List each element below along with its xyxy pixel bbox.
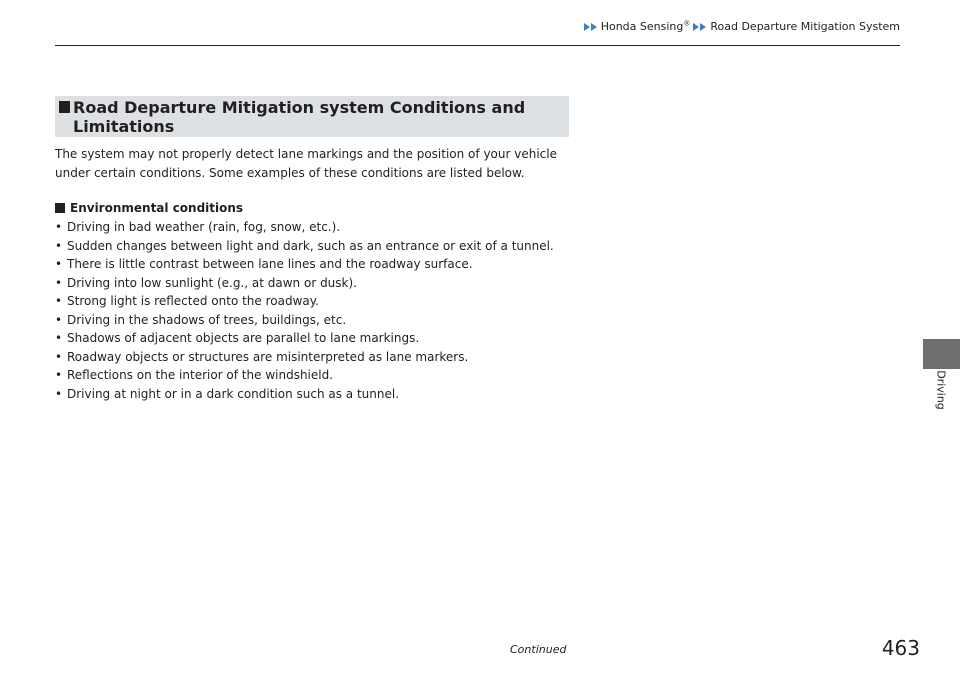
breadcrumb-arrow-icon: [584, 23, 590, 31]
chapter-tab[interactable]: [923, 339, 960, 369]
list-item: • Shadows of adjacent objects are parallel to lane markings.: [55, 329, 595, 348]
chapter-tab-label: Driving: [934, 370, 948, 410]
bullet-icon: •: [55, 294, 63, 308]
conditions-list: [55, 218, 595, 403]
breadcrumb-section[interactable]: Honda Sensing®: [600, 19, 691, 33]
bullet-icon: •: [55, 368, 63, 382]
bullet-icon: •: [55, 275, 63, 290]
subheading-text: Environmental conditions: [70, 201, 244, 215]
bullet-icon: •: [55, 312, 63, 327]
intro-line-1: The system may not properly detect lane markings and the position of your vehicle: [55, 147, 557, 161]
section-heading-box: [55, 96, 569, 137]
subheading: [55, 199, 243, 218]
list-item: • Driving at night or in a dark condition such as a tunnel.: [55, 385, 595, 404]
bullet-icon: •: [55, 386, 63, 401]
list-item: • Sudden changes between light and dark, such as an entrance or exit of a tunnel.: [55, 237, 595, 256]
subheading-square-icon: [55, 203, 65, 213]
breadcrumb-arrow-icon: [591, 23, 597, 31]
heading-square-icon: [59, 101, 70, 113]
list-item: • Roadway objects or structures are misinterpreted as lane markers.: [55, 348, 595, 367]
bullet-icon: •: [55, 349, 63, 364]
bullet-icon: •: [55, 257, 63, 271]
breadcrumb-page[interactable]: Road Departure Mitigation System: [710, 20, 900, 33]
list-item: • Strong light is reflected onto the roadway.: [55, 292, 595, 311]
intro-line-2: under certain conditions. Some examples of these conditions are listed below.: [55, 165, 525, 180]
list-item: • There is little contrast between lane lines and the roadway surface.: [55, 255, 595, 274]
list-item: • Driving in the shadows of trees, buildings, etc.: [55, 311, 595, 330]
bullet-icon: •: [55, 331, 63, 345]
breadcrumb: [584, 20, 900, 33]
intro-paragraph: [55, 145, 575, 182]
page-number: 463: [881, 636, 920, 660]
header-divider: [55, 45, 900, 46]
breadcrumb-arrow-icon: [700, 23, 706, 31]
bullet-icon: •: [55, 238, 63, 253]
list-item: • Reflections on the interior of the windshield.: [55, 366, 595, 385]
list-item: • Driving in bad weather (rain, fog, snow, etc.).: [55, 218, 595, 237]
section-heading-line-1: Road Departure Mitigation system Conditions and: [73, 98, 526, 117]
breadcrumb-arrow-icon: [693, 23, 699, 31]
section-heading: [73, 98, 569, 136]
registered-mark: ®: [683, 19, 691, 28]
bullet-icon: •: [55, 220, 63, 234]
list-item: • Driving into low sunlight (e.g., at dawn or dusk).: [55, 274, 595, 293]
continued-note: Continued: [510, 643, 567, 656]
section-heading-line-2: Limitations: [73, 117, 175, 136]
